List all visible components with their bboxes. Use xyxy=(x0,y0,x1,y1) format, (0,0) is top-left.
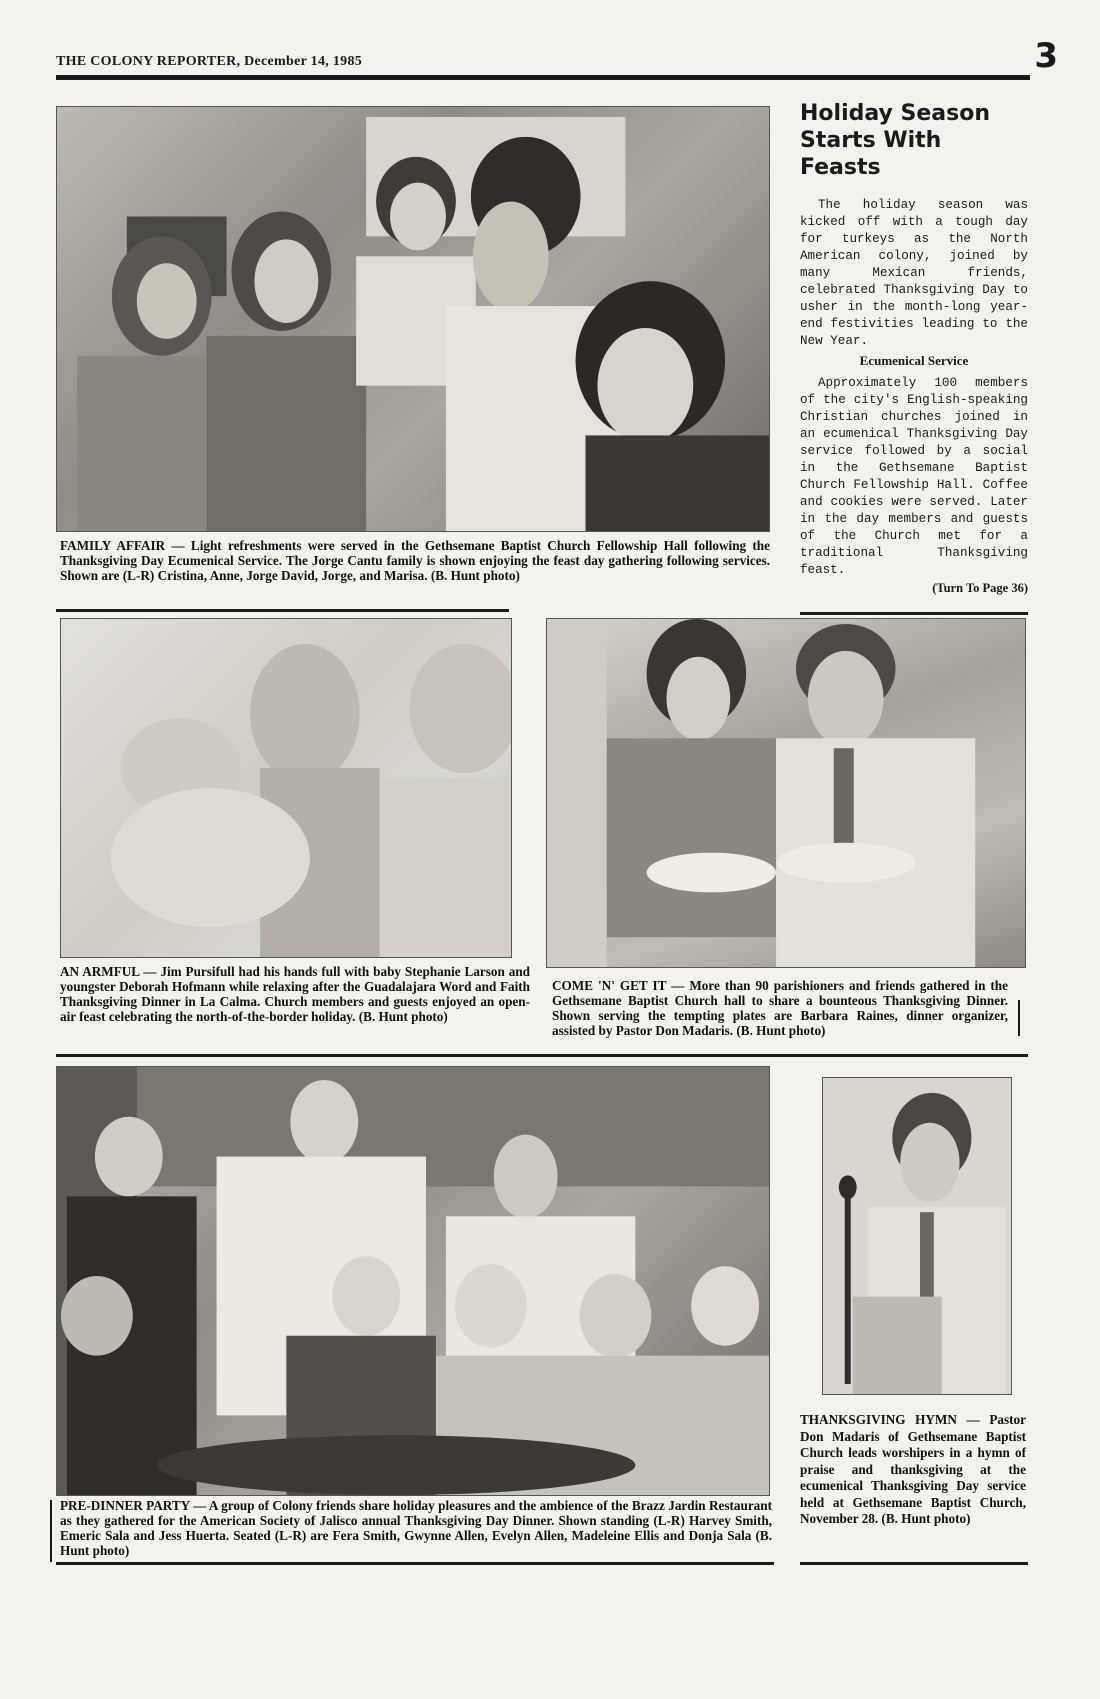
section-rule-1 xyxy=(56,609,509,612)
an-armful-photo xyxy=(60,618,512,958)
thanksgiving-hymn-photo xyxy=(822,1077,1012,1395)
section-rule-2 xyxy=(56,1054,1028,1057)
family-affair-caption: FAMILY AFFAIR — Light refreshments were served in the Gethsemane Baptist Church Fellowship Hall following the Thanksgiving Day Ecumenical Service. The Jorge Cantu family is shown enjoying the feast day gathering following services. Shown are (L-R) Cristina, Anne, Jorge David, Jorge, and Marisa. (B. Hunt photo) xyxy=(60,538,770,583)
pre-dinner-party-caption: PRE-DINNER PARTY — A group of Colony friends share holiday pleasures and the ambience of the Brazz Jardin Restaurant as they gathered for the American Society of Jalisco annual Thanksgiving Day Dinner. Shown standing (L-R) Harvey Smith, Emeric Sala and Jess Huerta. Seated (L-R) are Fera Smith, Gwynne Allen, Evelyn Allen, Madeleine Ellis and Donja Sala (B. Hunt photo) xyxy=(60,1498,772,1558)
pre-dinner-party-image xyxy=(57,1067,769,1495)
come-n-get-it-image xyxy=(547,619,1025,967)
article-paragraph-1: The holiday season was kicked off with a tough day for turkeys as the North American colony, joined by many Mexican friends, celebrated Thanksgiving Day to usher in the month-long year-end festivities leading to the New Year. xyxy=(800,198,1028,348)
masthead: THE COLONY REPORTER, December 14, 1985 xyxy=(56,54,363,69)
article-headline xyxy=(800,100,1028,181)
family-affair-image xyxy=(57,107,769,531)
come-n-get-it-photo xyxy=(546,618,1026,968)
pre-dinner-party-photo xyxy=(56,1066,770,1496)
family-affair-photo xyxy=(56,106,770,532)
bottom-rule-right xyxy=(800,1562,1028,1565)
an-armful-image xyxy=(61,619,511,957)
headline-line-2: Starts With Feasts xyxy=(800,128,942,180)
article-paragraph-2: Approximately 100 members of the city's English-speaking Christian churches joined in an ecumenical Thanksgiving Day service followed by a social in the Gethsemane Baptist Church Fellowship Hall. Coffee and cookies were served. Later in the day members and guests of the Church met for a traditional Thanksgiving feast. xyxy=(800,376,1028,577)
article-jump: (Turn To Page 36) xyxy=(932,581,1028,595)
article-subhead: Ecumenical Service xyxy=(859,353,969,368)
come-n-get-it-caption: COME 'N' GET IT — More than 90 parishioners and friends gathered in the Gethsemane Baptist Church hall to share a bounteous Thanksgiving Dinner. Shown serving the tempting plates are Barbara Raines, dinner organizer, assisted by Pastor Don Madaris. (B. Hunt photo) xyxy=(552,978,1008,1038)
page-number: 3 xyxy=(1034,36,1058,76)
article-body xyxy=(800,197,1028,579)
issue-date: December 14, 1985 xyxy=(244,54,363,69)
pre-dinner-party-edge-mark xyxy=(50,1500,52,1562)
thanksgiving-hymn-caption: THANKSGIVING HYMN — Pastor Don Madaris of Gethsemane Baptist Church leads worshipers in a hymn of praise and thanksgiving at the ecumenical Thanksgiving Day service held at Gethsemane Baptist Church, November 28. (B. Hunt photo) xyxy=(800,1412,1026,1526)
an-armful-caption: AN ARMFUL — Jim Pursifull had his hands full with baby Stephanie Larson and youngster Deborah Hofmann while relaxing after the Guadalajara Word and Faith Thanksgiving Dinner in La Calma. Church members and guests enjoyed an open-air feast celebrating the north-of-the-border holiday. (B. Hunt photo) xyxy=(60,964,530,1024)
bottom-rule-left xyxy=(56,1562,774,1565)
article xyxy=(800,100,1028,596)
masthead-rule xyxy=(56,75,1030,80)
thanksgiving-hymn-image xyxy=(823,1078,1011,1394)
article-rule xyxy=(800,612,1028,615)
headline-line-1: Holiday Season xyxy=(800,101,991,126)
come-n-get-it-edge-mark xyxy=(1018,1000,1020,1036)
publication-name: THE COLONY REPORTER xyxy=(56,54,237,69)
